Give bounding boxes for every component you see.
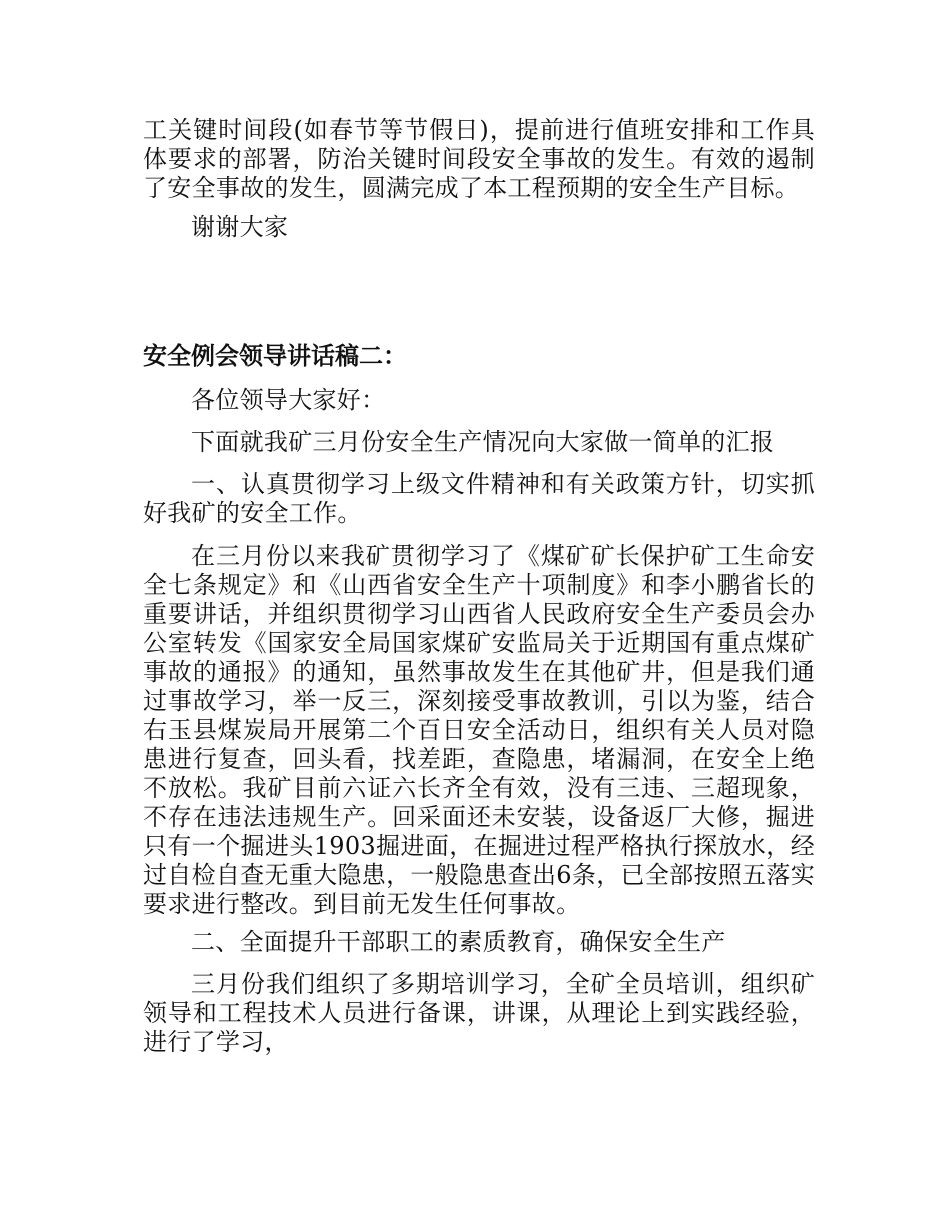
greeting-paragraph: 各位领导大家好： — [191, 386, 386, 414]
intro-paragraph: 工关键时间段(如春节等节假日)，提前进行值班安排和工作具体要求的部署，防治关键时间段安全事故的发生。有效的遏制了安全事故的发生，圆满完成了本工程预期的安全生产目标。 — [143, 116, 815, 202]
section-one-body: 在三月份以来我矿贯彻学习了《煤矿矿长保护矿工生命安全七条规定》和《山西省安全生产十项制度》和李小鹏省长的重要讲话，并组织贯彻学习山西省人民政府安全生产委员会办公室转发《国家安全局国家煤矿安监局关于近期国有重点煤矿事故的通报》的通知，虽然事故发生在其他矿井，但是我们通过事故学习，举一反三，深刻接受事故教训，引以为鉴，结合右玉县煤炭局开展第二个百日安全活动日，组织有关人员对隐患进行复查，回头看，找差距，查隐患，堵漏洞，在安全上绝不放松。我矿目前六证六长齐全有效，没有三违、三超现象，不存在违法违规生产。回采面还未安装，设备返厂大修，掘进只有一个掘进头1903掘进面，在掘进过程严格执行探放水，经过自检自查无重大隐患，一般隐患查出6条，已全部按照五落实要求进行整改。到目前无发生任何事故。 — [143, 542, 815, 918]
thanks-paragraph: 谢谢大家 — [191, 213, 289, 241]
report-intro-paragraph: 下面就我矿三月份安全生产情况向大家做一简单的汇报 — [191, 428, 775, 456]
section-one-heading: 一、认真贯彻学习上级文件精神和有关政策方针，切实抓好我矿的安全工作。 — [143, 470, 815, 527]
section-two-body: 三月份我们组织了多期培训学习，全矿全员培训，组织矿领导和工程技术人员进行备课，讲课，从理论上到实践经验，进行了学习， — [143, 970, 815, 1056]
section-two-heading: 二、全面提升干部职工的素质教育，确保安全生产 — [191, 928, 726, 956]
section-heading: 安全例会领导讲话稿二： — [143, 342, 407, 370]
